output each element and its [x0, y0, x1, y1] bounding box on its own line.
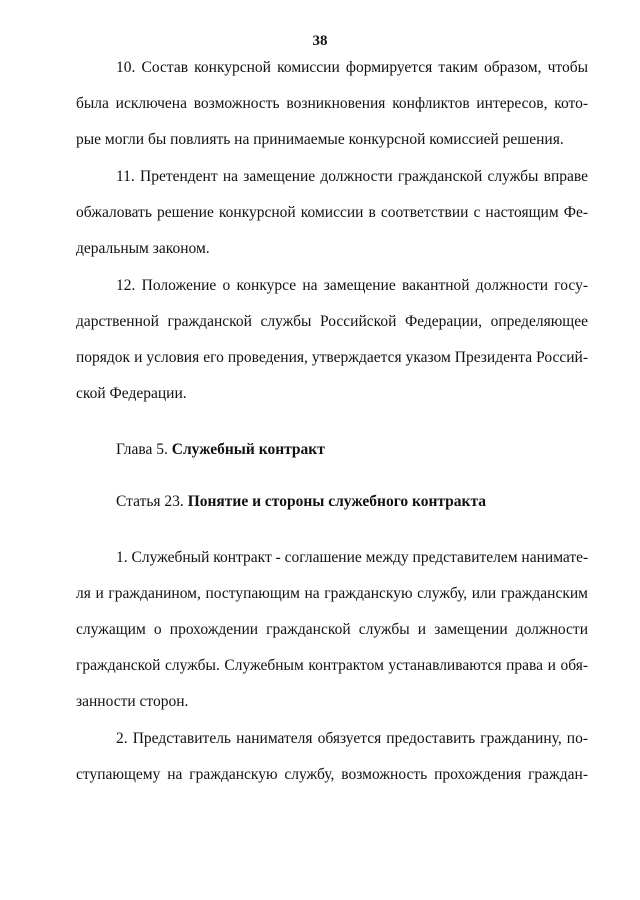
article-prefix: Статья 23. [116, 493, 188, 510]
text-line: дарственной гражданской службы Российской Федерации, определяющее [76, 313, 588, 330]
text-line: деральным законом. [76, 240, 210, 257]
text-line: 11. Претендент на замещение должности гражданской службы вправе [116, 168, 588, 185]
text-line: была исключена возможность возникновения конфликтов интересов, кото- [76, 95, 588, 112]
chapter-title: Служебный контракт [171, 441, 325, 458]
text-line: ской Федерации. [76, 385, 187, 402]
text-line: 2. Представитель нанимателя обязуется предоставить гражданину, по- [116, 730, 588, 747]
chapter-prefix: Глава 5. [116, 441, 172, 458]
text-line: порядок и условия его проведения, утверждается указом Президента Россий- [76, 349, 588, 366]
text-line: обжаловать решение конкурсной комиссии в соответствии с настоящим Фе- [76, 204, 588, 221]
text-line: 1. Служебный контракт - соглашение между представителем нанимате- [116, 549, 589, 566]
text-line: 10. Состав конкурсной комиссии формируется таким образом, чтобы [116, 59, 588, 76]
text-line: ступающему на гражданскую службу, возможность прохождения граждан- [76, 766, 588, 783]
page-number: 38 [312, 33, 328, 49]
text-line: служащим о прохождении гражданской службы и замещении должности [76, 621, 588, 638]
article-heading [116, 492, 588, 512]
chapter-heading [116, 440, 588, 460]
text-line: занности сторон. [76, 693, 189, 710]
text-line: рые могли бы повлиять на принимаемые конкурсной комиссией решения. [76, 131, 564, 148]
text-line: 12. Положение о конкурсе на замещение вакантной должности госу- [116, 277, 588, 294]
article-title: Понятие и стороны служебного контракта [187, 493, 487, 510]
text-line: гражданской службы. Служебным контрактом устанавливаются права и обя- [76, 657, 588, 674]
text-line: ля и гражданином, поступающим на гражданскую службу, или гражданским [76, 585, 588, 602]
